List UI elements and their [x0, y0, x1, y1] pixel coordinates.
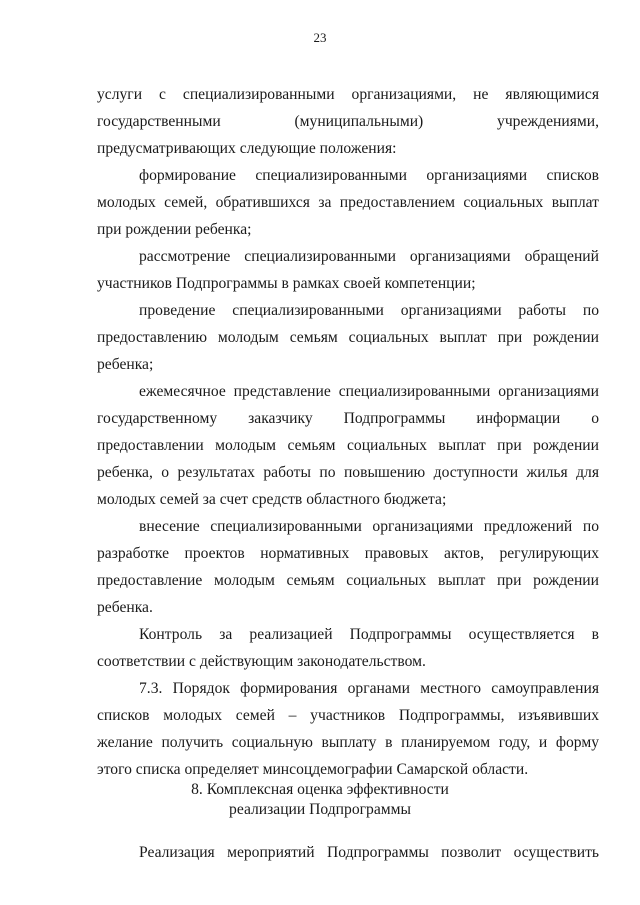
- section-heading-line2: реализации Подпрограммы: [229, 801, 411, 818]
- page-number: 23: [313, 30, 327, 45]
- paragraph-list-item: формирование специализированными организациями списков молодых семей, обратившихся за предоставлением социальных выплат при рождении ребенка;: [97, 167, 599, 238]
- paragraph-final: Реализация мероприятий Подпрограммы позволит осуществить: [139, 844, 599, 861]
- paragraph-intro: услуги с специализированными организациями, не являющимися государственными (муниципальными) учреждениями, предусматривающих следующие положения:: [97, 86, 599, 157]
- paragraph-list-item: ежемесячное представление специализированными организациями государственному заказчику Подпрограммы информации о предоставлении молодым семьям социальных выплат при рождении ребенка, о результатах работы по повышению доступности жилья для молодых семей за счет средств областного бюджета;: [97, 383, 599, 508]
- paragraph-list-item: проведение специализированными организациями работы по предоставлению молодым семьям социальных выплат при рождении ребенка;: [97, 302, 599, 373]
- paragraph-list-item: рассмотрение специализированными организациями обращений участников Подпрограммы в рамках своей компетенции;: [97, 248, 599, 292]
- section-heading: [0, 780, 640, 820]
- section-heading-line1: 8. Комплексная оценка эффективности: [191, 781, 449, 798]
- continuation-text: [97, 839, 599, 866]
- document-body: [97, 81, 599, 783]
- paragraph-section-7-3: 7.3. Порядок формирования органами местного самоуправления списков молодых семей – участников Подпрограммы, изъявивших желание получить социальную выплату в планируемом году, и форму этого списка определяет минсоцдемографии Самарской области.: [97, 680, 599, 778]
- paragraph-control: Контроль за реализацией Подпрограммы осуществляется в соответствии с действующим законодательством.: [97, 626, 599, 670]
- paragraph-list-item: внесение специализированными организациями предложений по разработке проектов нормативных правовых актов, регулирующих предоставление молодым семьям социальных выплат при рождении ребенка.: [97, 518, 599, 616]
